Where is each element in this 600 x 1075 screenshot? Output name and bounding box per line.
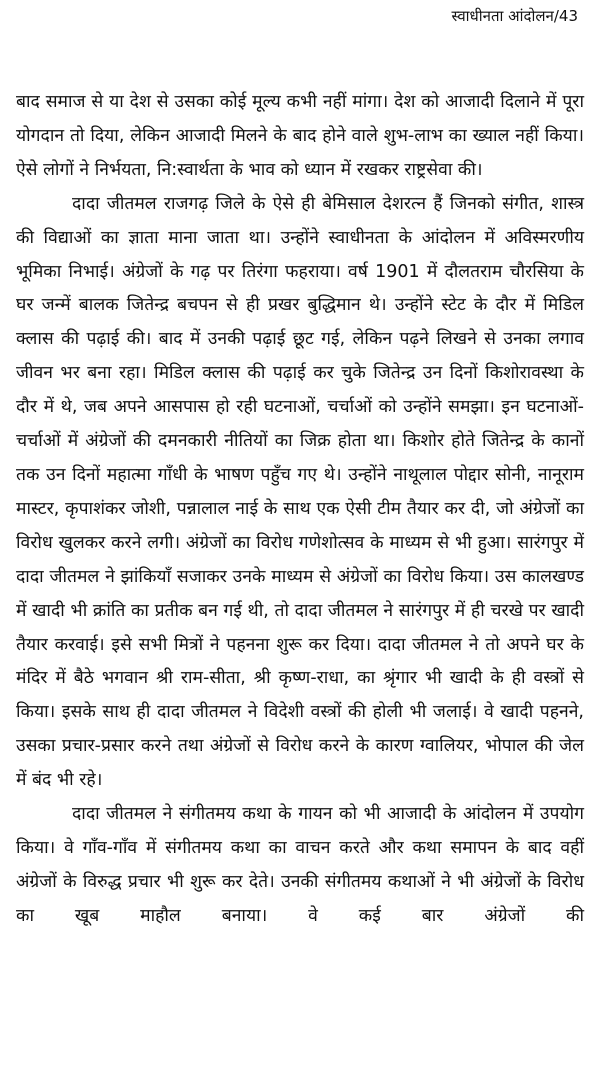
paragraph-2: दादा जीतमल राजगढ़ जिले के ऐसे ही बेमिसाल देशरत्न हैं जिनको संगीत, शास्त्र की विद्याओं का ज्ञाता माना जाता था। उन्होंने स्वाधीनता के आंदोलन में अविस्मरणीय भूमिका निभाई। अंग्रेजों के गढ़ पर तिरंगा फहराया। वर्ष 1901 में दौलतराम चौरसिया के घर जन्में बालक जितेन्द्र बचपन से ही प्रखर बुद्धिमान थे। उन्होंने स्टेट के दौर में मिडिल क्लास की पढ़ाई की। बाद में उनकी पढ़ाई छूट गई, लेकिन पढ़ने लिखने से उनका लगाव जीवन भर बना रहा। मिडिल क्लास की पढ़ाई कर चुके जितेन्द्र उन दिनों किशोरावस्था के दौर में थे, जब अपने आसपास हो रही घटनाओं, चर्चाओं को उन्होंने समझा। इन घटनाओं-चर्चाओं में अंग्रेजों की दमनकारी नीतियों का जिक्र होता था। किशोर होते जितेन्द्र के कानों तक उन दिनों महात्मा गाँधी के भाषण पहुँच गए थे। उन्होंने नाथूलाल पोद्दार सोनी, नानूराम मास्टर, कृपाशंकर जोशी, पन्नालाल नाई के साथ एक ऐसी टीम तैयार कर दी, जो अंग्रेजों का विरोध खुलकर करने लगी। अंग्रेजों का विरोध गणेशोत्सव के माध्यम से भी हुआ। सारंगपुर में दादा जीतमल ने झांकियाँ सजाकर उनके माध्यम से अंग्रेजों का विरोध किया। उस कालखण्ड में खादी भी क्रांति का प्रतीक बन गई थी, तो दादा जीतमल ने सारंगपुर में ही चरखे पर खादी तैयार करवाई। इसे सभी मित्रों ने पहनना शुरू कर दिया। दादा जीतमल ने तो अपने घर के मंदिर में बैठे भगवान श्री राम-सीता, श्री कृष्ण-राधा, का श्रृंगार भी खादी के ही वस्त्रों से किया। इसके साथ ही दादा जीतमल ने विदेशी वस्त्रों की होली भी जलाई। वे खादी पहनने, उसका प्रचार-प्रसार करने तथा अंग्रेजों से विरोध करने के कारण ग्वालियर, भोपाल की जेल में बंद भी रहे। — [16, 193, 584, 791]
paragraph-1: बाद समाज से या देश से उसका कोई मूल्य कभी नहीं मांगा। देश को आजादी दिलाने में पूरा योगदान तो दिया, लेकिन आजादी मिलने के बाद होने वाले शुभ-लाभ का ख्याल नहीं किया। ऐसे लोगों ने निर्भयता, नि:स्वार्थता के भाव को ध्यान में रखकर राष्ट्रसेवा की। — [16, 92, 584, 180]
paragraph-3: दादा जीतमल ने संगीतमय कथा के गायन को भी आजादी के आंदोलन में उपयोग किया। वे गाँव-गाँव में संगीतमय कथा का वाचन करते और कथा समापन के बाद वहीं अंग्रेजों के विरुद्ध प्रचार भी शुरू कर देते। उनकी संगीतमय कथाओं ने भी अंग्रेजों के विरोध का खूब माहौल बनाया। वे कई बार अंग्रेजों की — [16, 804, 584, 926]
body-text — [16, 86, 584, 934]
running-header: स्वाधीनता आंदोलन/43 — [451, 7, 578, 25]
